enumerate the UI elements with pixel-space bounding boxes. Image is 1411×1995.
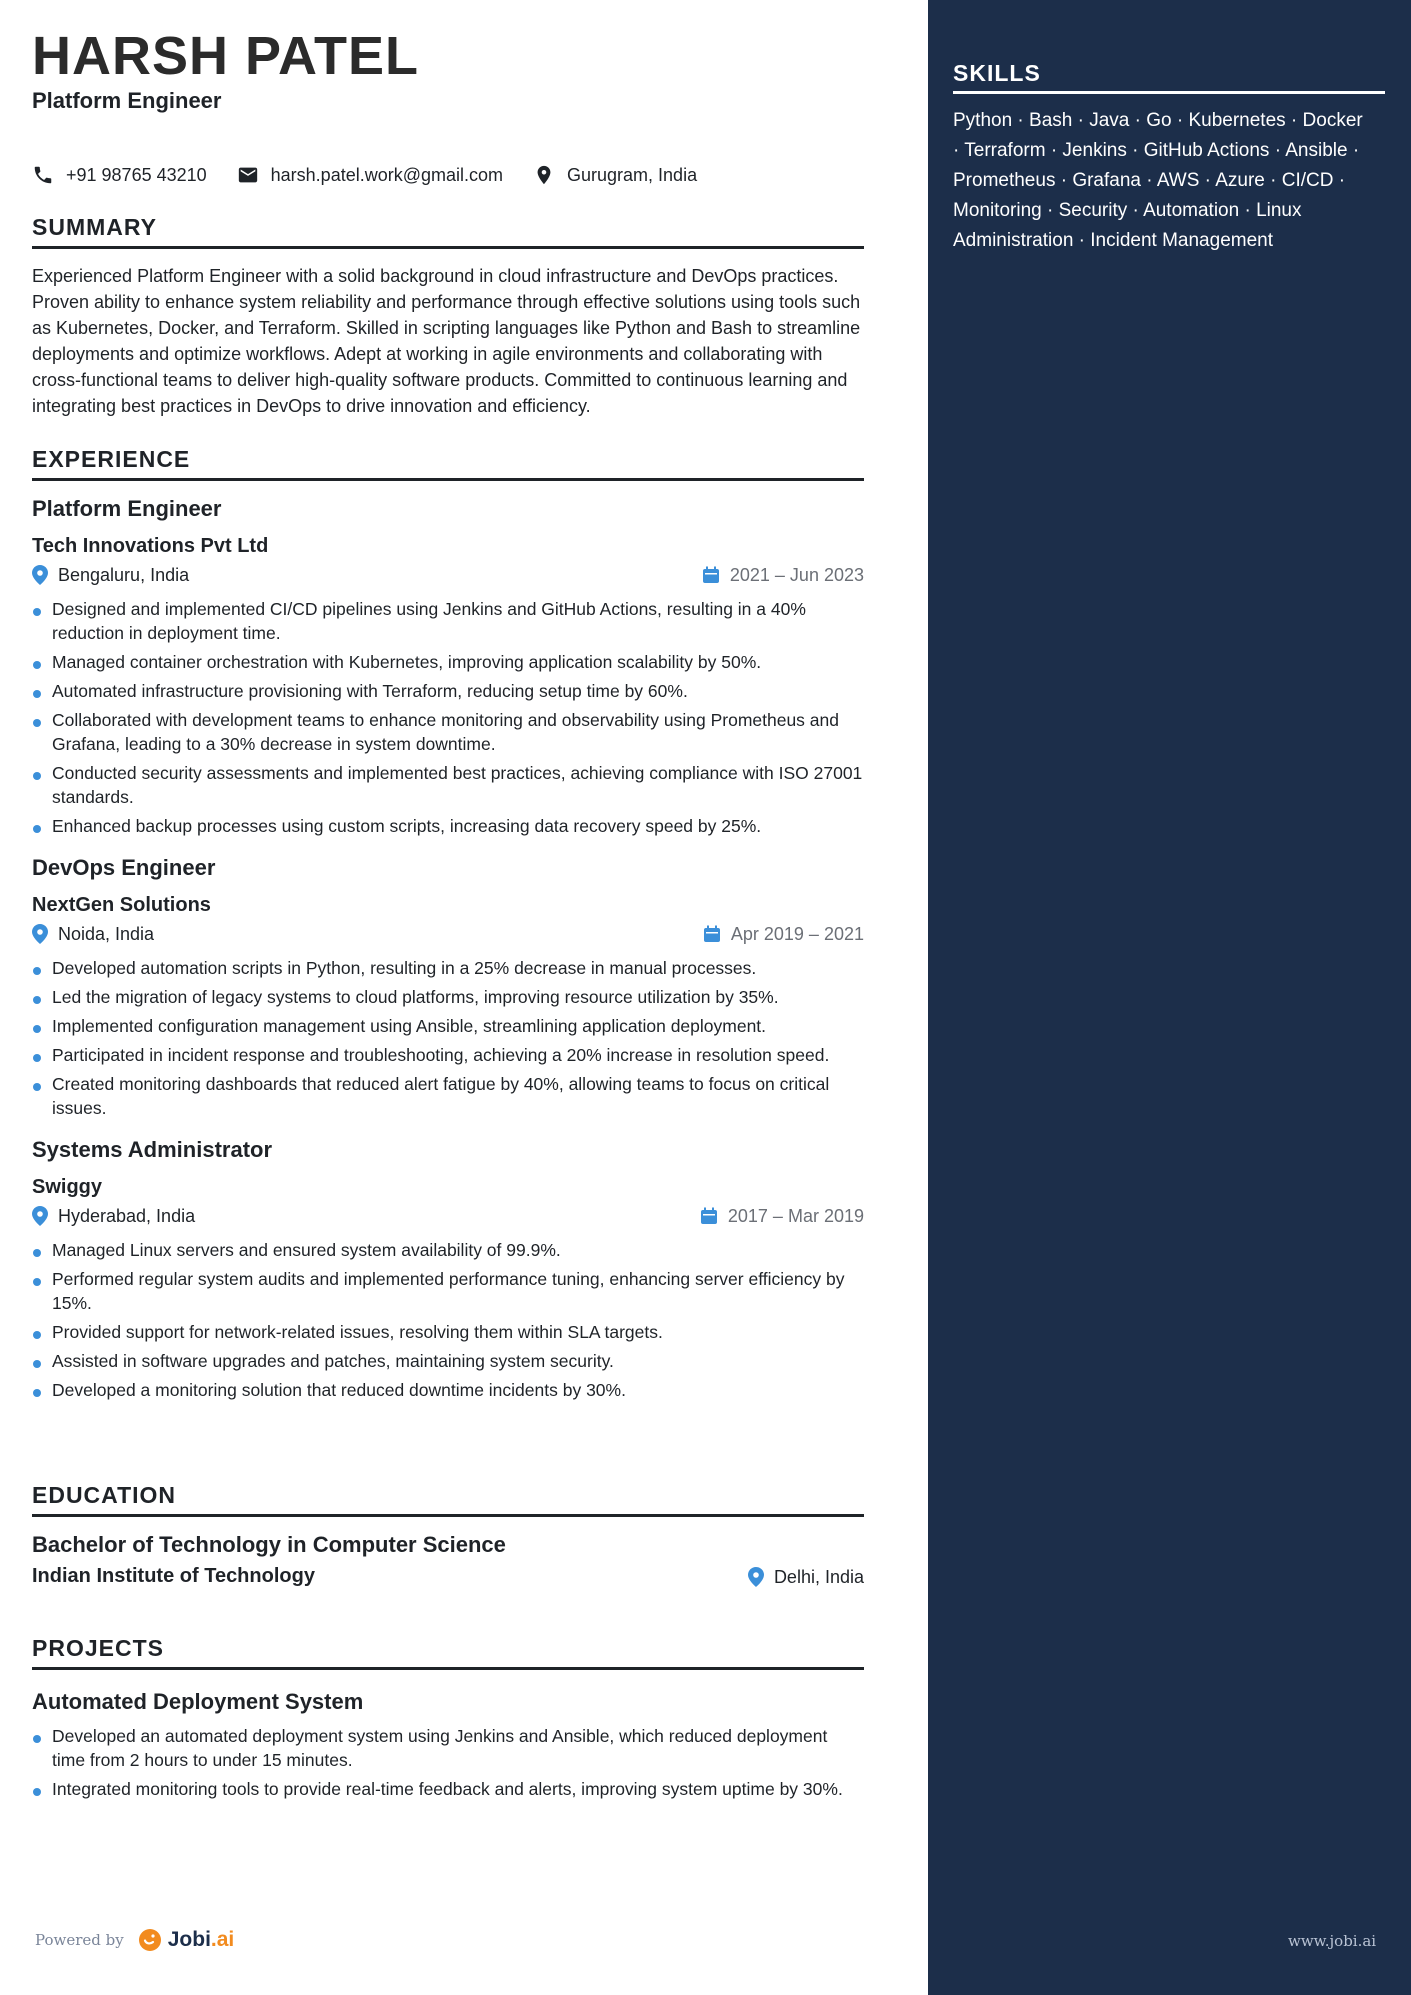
education-section xyxy=(32,1480,864,1589)
calendar-icon xyxy=(703,925,721,943)
brand-suffix: .ai xyxy=(210,1928,235,1951)
list-item xyxy=(32,1238,864,1262)
calendar-icon xyxy=(702,566,720,584)
education-location-wrap xyxy=(748,1565,864,1589)
job-company: NextGen Solutions xyxy=(32,894,211,916)
skills-heading: SKILLS xyxy=(953,58,1385,94)
bullet-text: Assisted in software upgrades and patches, maintaining system security. xyxy=(52,1351,614,1371)
job-dates xyxy=(702,563,864,587)
summary-heading: SUMMARY xyxy=(32,212,864,249)
job-bullets xyxy=(32,956,864,1120)
job-dates-text: 2021 – Jun 2023 xyxy=(729,565,864,585)
bullet-dot xyxy=(33,1788,41,1796)
job-meta xyxy=(32,563,864,587)
list-item xyxy=(32,1378,864,1402)
list-item xyxy=(32,650,864,674)
bullet-text: Enhanced backup processes using custom scripts, increasing data recovery speed by 25%. xyxy=(52,816,762,836)
bullet-text: Implemented configuration management using Ansible, streamlining application deployment. xyxy=(52,1016,767,1036)
bullet-dot xyxy=(33,1249,41,1257)
list-item xyxy=(32,708,864,756)
location-pin-icon xyxy=(533,164,555,186)
list-item xyxy=(32,1724,864,1772)
bullet-text: Conducted security assessments and implemented best practices, achieving compliance with ISO 27001 standards. xyxy=(52,763,863,807)
bullet-dot xyxy=(33,690,41,698)
contact-phone[interactable] xyxy=(32,164,207,186)
job-meta xyxy=(32,922,864,946)
bullet-text: Managed container orchestration with Kubernetes, improving application scalability by 50%. xyxy=(52,652,762,672)
bullet-text: Developed a monitoring solution that reduced downtime incidents by 30%. xyxy=(52,1380,626,1400)
bullet-text: Managed Linux servers and ensured system availability of 99.9%. xyxy=(52,1240,561,1260)
location-pin-icon xyxy=(32,924,48,944)
projects-heading: PROJECTS xyxy=(32,1633,864,1670)
contact-email[interactable] xyxy=(237,164,503,186)
bullet-dot xyxy=(33,1025,41,1033)
list-item xyxy=(32,1267,864,1315)
bullet-text: Designed and implemented CI/CD pipelines using Jenkins and GitHub Actions, resulting in a 40% reduction in deployment time. xyxy=(52,599,806,643)
list-item xyxy=(32,597,864,645)
candidate-name: HARSH PATEL xyxy=(32,26,419,86)
summary-text: Experienced Platform Engineer with a solid background in cloud infrastructure and DevOps practices. Proven ability to enhance system reliability and performance through effective solutions using tools such as Kubernetes, Docker, and Terraform. Skilled in scripting languages like Python and Bash to streamline deployments and optimize workflows. Adept at working in agile environments and collaborating with cross-functional teams to deliver high-quality software products. Committed to continuous learning and integrating best practices in DevOps to drive innovation and efficiency. xyxy=(32,266,861,416)
calendar-icon xyxy=(700,1207,718,1225)
experience-heading: EXPERIENCE xyxy=(32,444,864,481)
education-degree: Bachelor of Technology in Computer Science xyxy=(32,1532,506,1557)
bullet-dot xyxy=(33,825,41,833)
bullet-text: Provided support for network-related issues, resolving them within SLA targets. xyxy=(52,1322,663,1342)
education-row xyxy=(32,1559,864,1589)
bullet-text: Developed an automated deployment system using Jenkins and Ansible, which reduced deployment time from 2 hours to under 15 minutes. xyxy=(52,1726,828,1770)
brand-main: Jobi xyxy=(167,1928,211,1951)
bullet-text: Performed regular system audits and implemented performance tuning, enhancing server efficiency by 15%. xyxy=(52,1269,845,1313)
bullet-dot xyxy=(33,661,41,669)
education-location-text: Delhi, India xyxy=(773,1567,864,1587)
bullet-text: Integrated monitoring tools to provide real-time feedback and alerts, improving system uptime by 30%. xyxy=(52,1779,843,1799)
list-item xyxy=(32,814,864,838)
education-heading: EDUCATION xyxy=(32,1480,864,1517)
list-item xyxy=(32,761,864,809)
job-bullets xyxy=(32,597,864,838)
job-location xyxy=(32,563,189,587)
job-dates-text: 2017 – Mar 2019 xyxy=(727,1206,864,1226)
job-title: DevOps Engineer xyxy=(32,855,216,880)
bullet-dot xyxy=(33,1278,41,1286)
job-meta xyxy=(32,1204,864,1228)
skills-list: Python · Bash · Java · Go · Kubernetes · Docker · Terraform · Jenkins · GitHub Actions · Ansible · Prometheus · Grafana · AWS · Azure · CI/CD · Monitoring · Security · Automation · Linux Administration · Incident Management xyxy=(953,110,1363,251)
job-company: Swiggy xyxy=(32,1176,103,1198)
bullet-dot xyxy=(33,1360,41,1368)
list-item xyxy=(32,1777,864,1801)
experience-section xyxy=(32,444,864,1407)
bullet-text: Automated infrastructure provisioning with Terraform, reducing setup time by 60%. xyxy=(52,681,688,701)
job-title: Platform Engineer xyxy=(32,496,222,521)
bullet-dot xyxy=(33,719,41,727)
list-item xyxy=(32,985,864,1009)
list-item xyxy=(32,1320,864,1344)
bullet-dot xyxy=(33,1331,41,1339)
jobi-logo[interactable] xyxy=(138,1928,235,1952)
job-entry xyxy=(32,854,864,1120)
email-icon xyxy=(237,164,259,186)
job-location-text: Hyderabad, India xyxy=(58,1206,196,1226)
list-item xyxy=(32,679,864,703)
job-location-text: Noida, India xyxy=(58,924,155,944)
job-dates-text: Apr 2019 – 2021 xyxy=(730,924,864,944)
bullet-dot xyxy=(33,1054,41,1062)
bullet-dot xyxy=(33,996,41,1004)
list-item xyxy=(32,1072,864,1120)
list-item xyxy=(32,1349,864,1373)
summary-section xyxy=(32,212,864,419)
bullet-dot xyxy=(33,1083,41,1091)
list-item xyxy=(32,1043,864,1067)
candidate-role: Platform Engineer xyxy=(32,88,222,113)
job-location xyxy=(32,922,154,946)
location-pin-icon xyxy=(32,565,48,585)
job-company: Tech Innovations Pvt Ltd xyxy=(32,535,269,557)
job-bullets xyxy=(32,1238,864,1402)
education-school: Indian Institute of Technology xyxy=(32,1565,315,1587)
job-entry xyxy=(32,1136,864,1402)
jobi-logo-icon xyxy=(138,1928,162,1952)
job-title: Systems Administrator xyxy=(32,1137,273,1162)
list-item xyxy=(32,1014,864,1038)
location-pin-icon xyxy=(748,1567,764,1587)
bullet-dot xyxy=(33,1735,41,1743)
contact-location-text: Gurugram, India xyxy=(567,164,698,185)
bullet-dot xyxy=(33,608,41,616)
project-bullets xyxy=(32,1724,864,1801)
list-item xyxy=(32,956,864,980)
project-name: Automated Deployment System xyxy=(32,1689,364,1714)
job-location-text: Bengaluru, India xyxy=(58,565,190,585)
phone-icon xyxy=(32,164,54,186)
powered-by-label: Powered by xyxy=(35,1931,124,1949)
bullet-text: Led the migration of legacy systems to cloud platforms, improving resource utilization by 35%. xyxy=(52,987,779,1007)
job-location xyxy=(32,1204,195,1228)
contact-phone-text: +91 98765 43210 xyxy=(66,164,207,185)
skills-sidebar xyxy=(928,0,1411,1995)
powered-by-footer xyxy=(35,1928,234,1952)
bullet-text: Collaborated with development teams to enhance monitoring and observability using Prometheus and Grafana, leading to a 30% decrease in system downtime. xyxy=(52,710,839,754)
job-dates xyxy=(703,922,864,946)
contact-bar xyxy=(32,164,727,186)
job-entry xyxy=(32,495,864,838)
bullet-dot xyxy=(33,772,41,780)
bullet-text: Created monitoring dashboards that reduced alert fatigue by 40%, allowing teams to focus on critical issues. xyxy=(52,1074,830,1118)
site-link[interactable]: www.jobi.ai xyxy=(1288,1932,1377,1950)
contact-location xyxy=(533,164,697,186)
bullet-dot xyxy=(33,1389,41,1397)
bullet-text: Developed automation scripts in Python, resulting in a 25% decrease in manual processes. xyxy=(52,958,757,978)
bullet-dot xyxy=(33,967,41,975)
location-pin-icon xyxy=(32,1206,48,1226)
education-location xyxy=(748,1565,864,1589)
contact-email-text: harsh.patel.work@gmail.com xyxy=(270,164,504,185)
bullet-text: Participated in incident response and troubleshooting, achieving a 20% increase in resolution speed. xyxy=(52,1045,830,1065)
projects-section xyxy=(32,1633,864,1806)
job-dates xyxy=(700,1204,864,1228)
